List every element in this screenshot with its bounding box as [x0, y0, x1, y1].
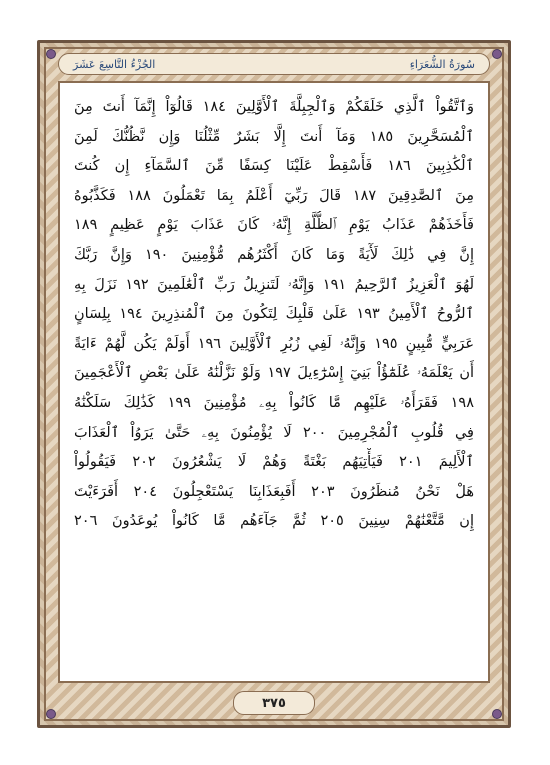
corner-rosette-icon	[46, 49, 56, 59]
verse-line: عَرَبِيٍّ مُّبِينٍ ١٩٥ وَإِنَّهُۥ لَفِي زُبُرِ ٱلْأَوَّلِينَ ١٩٦ أَوَلَمْ يَكُن لَّهُمْ ءَايَةً	[74, 335, 474, 352]
verse-line: إِن مَّتَّعْنَٰهُمْ سِنِينَ ٢٠٥ ثُمَّ جَآءَهُم مَّا كَانُواْ يُوعَدُونَ ٢٠٦	[74, 513, 474, 530]
verse-line: ٱلْمُسَحَّرِينَ ١٨٥ وَمَآ أَنتَ إِلَّا بَشَرٌ مِّثْلُنَا وَإِن نَّظُنُّكَ لَمِنَ	[74, 128, 474, 145]
surah-name: سُورَةُ الشُّعَرَاءِ	[409, 57, 475, 71]
verse-line: لَهُوَ ٱلْعَزِيزُ ٱلرَّحِيمُ ١٩١ وَإِنَّهُۥ لَتَنزِيلُ رَبِّ ٱلْعَٰلَمِينَ ١٩٢ نَزَلَ بِهِ	[74, 276, 474, 293]
verse-line: ٱلْأَلِيمَ ٢٠١ فَيَأْتِيَهُم بَغْتَةً وَهُمْ لَا يَشْعُرُونَ ٢٠٢ فَيَقُولُواْ	[74, 454, 474, 471]
verse-line: مِنَ ٱلصَّٰدِقِينَ ١٨٧ قَالَ رَبِّيٓ أَعْلَمُ بِمَا تَعْمَلُونَ ١٨٨ فَكَذَّبُوهُ	[74, 187, 474, 204]
corner-rosette-icon	[492, 49, 502, 59]
verse-line: وَٱتَّقُواْ ٱلَّذِي خَلَقَكُمْ وَٱلْجِبِلَّةَ ٱلْأَوَّلِينَ ١٨٤ قَالُوٓاْ إِنَّمَآ أَنتَ مِنَ	[74, 99, 474, 115]
page-header	[58, 53, 490, 75]
verse-line: ١٩٨ فَقَرَأَهُۥ عَلَيْهِم مَّا كَانُواْ بِهِۦ مُؤْمِنِينَ ١٩٩ كَذَٰلِكَ سَلَكْنَٰهُ	[74, 394, 474, 411]
verse-line: فِي قُلُوبِ ٱلْمُجْرِمِينَ ٢٠٠ لَا يُؤْمِنُونَ بِهِۦ حَتَّىٰ يَرَوُاْ ٱلْعَذَابَ	[74, 424, 474, 441]
juz-label: الجُزْءُ التَّاسِعَ عَشَرَ	[73, 57, 156, 71]
verse-text-panel	[58, 81, 490, 683]
page-number: ٣٧٥	[262, 695, 286, 711]
verse-line: هَلْ نَحْنُ مُنظَرُونَ ٢٠٣ أَفَبِعَذَابِنَا يَسْتَعْجِلُونَ ٢٠٤ أَفَرَءَيْتَ	[74, 483, 474, 500]
verse-line: أَن يَعْلَمَهُۥ عُلَمَٰٓؤُاْ بَنِيٓ إِسْرَٰٓءِيلَ ١٩٧ وَلَوْ نَزَّلْنَٰهُ عَلَىٰ بَعْضِ ٱلْأَعْجَمِينَ	[74, 365, 474, 382]
verse-line: فَأَخَذَهُمْ عَذَابُ يَوْمِ ٱلظُّلَّةِ إِنَّهُۥ كَانَ عَذَابَ يَوْمٍ عَظِيمٍ ١٨٩	[74, 217, 474, 234]
corner-rosette-icon	[492, 709, 502, 719]
page-frame	[37, 40, 511, 728]
page-footer	[233, 691, 315, 715]
verse-line: ٱلرُّوحُ ٱلْأَمِينُ ١٩٣ عَلَىٰ قَلْبِكَ لِتَكُونَ مِنَ ٱلْمُنذِرِينَ ١٩٤ بِلِسَانٍ	[74, 306, 474, 323]
corner-rosette-icon	[46, 709, 56, 719]
verse-line: إِنَّ فِي ذَٰلِكَ لَأٓيَةً وَمَا كَانَ أَكْثَرُهُم مُّؤْمِنِينَ ١٩٠ وَإِنَّ رَبَّكَ	[74, 246, 474, 263]
verse-line: ٱلْكَٰذِبِينَ ١٨٦ فَأَسْقِطْ عَلَيْنَا كِسَفًا مِّنَ ٱلسَّمَآءِ إِن كُنتَ	[74, 158, 474, 175]
